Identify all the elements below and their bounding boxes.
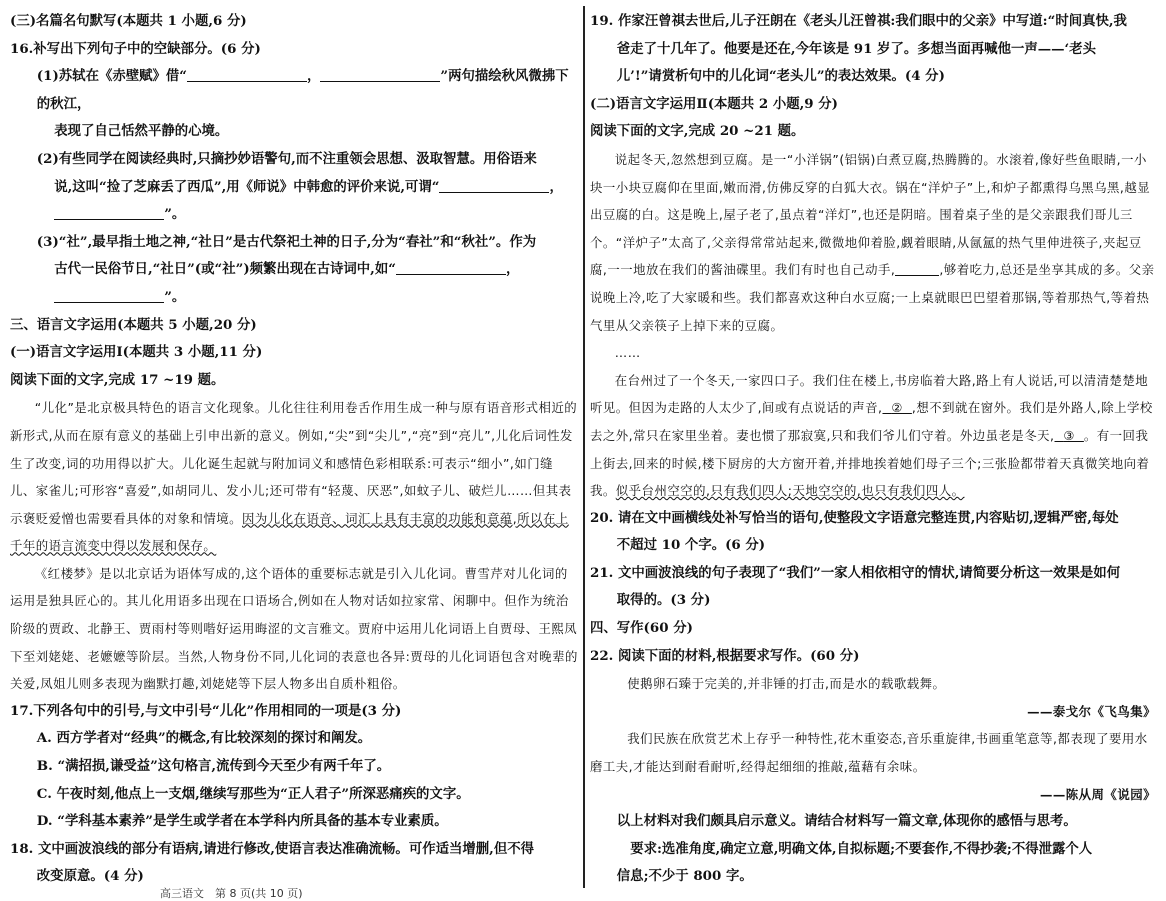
question-19: 19. 作家汪曾祺去世后,儿子汪朗在《老头儿汪曾祺:我们眼中的父亲》中写道:“时间真快,我 [590, 13, 1127, 29]
material-1-source: ——泰戈尔《飞鸟集》 [1027, 703, 1156, 719]
ellipsis: …… [614, 345, 641, 361]
passage-paragraph: 在台州过了一个冬天,一家四口子。我们住在楼上,书房临着大路,路上有人说话,可以清清楚楚地听见。但因为走路的人太少了,间或有点说话的声音, ② ,想不到就在窗外。我们是外路人,除上学校去之外,常只在家里坐着。妻也惯了那寂寞,只和我们爷儿们守着。外边虽老是冬天, ③ 。有一回我上街去,回来的时候,楼下厨房的大方窗开着,并排地挨着她们母子三个;三张脸都带着天真微笑地向着我。似乎台州空空的,只有我们四人;天地空空的,也只有我们四人。 [590, 372, 1153, 499]
material-2-source: ——陈从周《说园》 [1039, 786, 1156, 802]
right-column [590, 8, 1156, 891]
answer-blank[interactable] [54, 206, 164, 220]
question-21: 21. 文中画波浪线的句子表现了“我们”一家人相依相守的情状,请简要分析这一效果是如何 [590, 564, 1121, 581]
question-22: 22. 阅读下面的材料,根据要求写作。(60 分) [590, 647, 860, 664]
material-1: 使鹅卵石臻于完美的,并非锤的打击,而是水的载歌载舞。 [627, 676, 946, 692]
question-16: 16.补写出下列句子中的空缺部分。(6 分) [10, 40, 261, 57]
answer-blank[interactable] [396, 261, 506, 275]
answer-blank[interactable] [439, 178, 549, 192]
option-c[interactable]: C. 午夜时刻,他点上一支烟,继续写那些为“正人君子”所深恶痛疾的文字。 [36, 785, 470, 802]
question-20-cont: 不超过 10 个字。(6 分) [616, 537, 766, 554]
question-17: 17.下列各句中的引号,与文中引号“儿化”作用相同的一项是(3 分) [10, 702, 402, 719]
writing-requirements-cont: 信息;不少于 800 字。 [616, 868, 753, 885]
q16-item-3-cont: 古代一民俗节日,“社日”(或“社”)频繁出现在古诗词中,如“ ， [54, 261, 520, 278]
answer-blank[interactable] [320, 68, 440, 82]
column-divider [583, 6, 585, 888]
option-d[interactable]: D. “学科基本素养”是学生或学者在本学科内所具备的基本专业素质。 [36, 813, 448, 830]
page-footer: 高三语文 第 8 页(共 10 页) [160, 887, 303, 900]
question-18: 18. 文中画波浪线的部分有语病,请进行修改,使语言表达准确流畅。可作适当增删,但不得 [10, 840, 535, 857]
q16-item-1: (1)苏轼在《赤壁赋》借“ ， ”两句描绘秋风微拂下的秋江， [36, 68, 569, 112]
writing-requirements: 要求:选准角度,确定立意,明确文体,自拟标题;不要套作,不得抄袭;不得泄露个人 [630, 840, 1093, 857]
reading-instruction: 阅读下面的文字,完成 20 ~21 题。 [590, 123, 805, 140]
writing-prompt: 以上材料对我们颇具启示意义。请结合材料写一篇文章,体现你的感悟与思考。 [616, 813, 1077, 830]
question-18-cont: 改变原意。(4 分) [36, 868, 144, 885]
reading-instruction: 阅读下面的文字,完成 17 ~19 题。 [10, 371, 225, 388]
option-b[interactable]: B. “满招损,谦受益”这句格言,流传到今天至少有两千年了。 [36, 758, 391, 775]
question-21-cont: 取得的。(3 分) [616, 592, 711, 609]
passage-paragraph: 《红楼梦》是以北京话为语体写成的,这个语体的重要标志就是引入儿化词。曹雪芹对儿化词的运用是独具匠心的。其儿化用语多出现在口语场合,例如在人物对话如拉家常、闲聊中。但作为统治阶级的贾政、北静王、贾雨村等则喈好运用晦涩的文言雅文。贾府中运用儿化词语上自贾母、王熙凤下至刘姥姥、老嬷嬷等阶层。当然,人物身份不同,儿化词的表意也各异:贾母的儿化词语包含对晚辈的关爱,凤姐儿则多表现为幽默打趣,刘姥姥等下层人物多出自质朴粗俗。 [10, 565, 578, 692]
q16-item-2: (2)有些同学在阅读经典时,只摘抄妙语警句,而不注重领会思想、汲取智慧。用俗语来 [36, 150, 537, 167]
q16-item-2-cont2: ”。 [10, 201, 578, 229]
subsection-title: (二)语言文字运用Ⅱ(本题共 2 小题,9 分) [590, 95, 838, 112]
material-2: 我们民族在欣赏艺术上存乎一种特性,花木重姿态,音乐重旋律,书画重笔意等,都表现了要用水磨工夫,才能达到耐看耐听,经得起细细的推敲,蕴藉有余味。 [590, 731, 1148, 775]
answer-blank-1[interactable] [895, 263, 939, 276]
q16-item-3: (3)“社”,最早指土地之神,“社日”是古代祭祀土神的日子,分为“春社”和“秋社”。作为 [36, 233, 537, 250]
question-19-cont: 爸走了十几年了。他要是还在,今年该是 91 岁了。多想当面再喊他一声——‘老头 [616, 40, 1096, 57]
left-column [10, 8, 578, 891]
answer-blank[interactable] [54, 289, 164, 303]
question-20: 20. 请在文中画横线处补写恰当的语句,使整段文字语意完整连贯,内容贴切,逻辑严密,每处 [590, 509, 1119, 526]
q16-item-2-cont: 说,这叫“捡了芝麻丢了西瓜”,用《师说》中韩愈的评价来说,可谓“ ， [54, 178, 563, 195]
section-title: 四、写作(60 分) [590, 620, 693, 637]
section-title: 三、语言文字运用(本题共 5 小题,20 分) [10, 316, 257, 333]
passage-paragraph: 说起冬天,忽然想到豆腐。是一“小洋锅”(铝锅)白煮豆腐,热腾腾的。水滚着,像好些鱼眼睛,一小块一小块豆腐仰在里面,嫩而滑,仿佛反穿的白狐大衣。锅在“洋炉子”上,和炉子都熏得乌黑乌黑,越显出豆腐的白。这是晚上,屋子老了,虽点着“洋灯”,也还是阴暗。围着桌子坐的是父亲跟我们哥儿三个。“洋炉子”太高了,父亲得常常站起来,微微地仰着脸,觑着眼睛,从氤氲的热气里伸进筷子,夹起豆腐,一一地放在我们的酱油碟里。我们有时也自己动手, ,够着吃力,总还是坐享其成的多。父亲说晚上冷,吃了大家暖和些。我们都喜欢这种白水豆腐;一上桌就眼巴巴望着那锅,等着那热气,等着热气里从父亲筷子上掉下来的豆腐。 [590, 151, 1155, 333]
answer-blank-3[interactable]: ③ [1063, 427, 1075, 443]
wavy-underlined-text: 似乎台州空空的,只有我们四人;天地空空的,也只有我们四人。 [615, 483, 965, 499]
answer-blank-2[interactable]: ② [891, 400, 903, 416]
subsection-title: (一)语言文字运用Ⅰ(本题共 3 小题,11 分) [10, 344, 263, 361]
q16-item-1-cont: 表现了自己恬然平静的心境。 [54, 123, 229, 140]
question-19-cont: 儿’!”请赏析句中的儿化词“老头儿”的表达效果。(4 分) [616, 68, 945, 85]
q16-item-3-cont2: ”。 [10, 284, 578, 312]
passage-paragraph: “儿化”是北京极具特色的语言文化现象。儿化往往利用卷舌作用生成一种与原有语音形式相近的新形式,从而在原有意义的基础上引申出新的意义。例如,“尖”到“尖儿”,“亮”到“亮儿”,儿化后词性发生了改变,词的功用得以扩大。儿化诞生起就与附加词义和感情色彩相联系:可表示“细小”,如门缝儿、家雀儿;可形容“喜爱”,如胡同儿、发小儿;还可带有“轻蔑、厌恶”,如蚊子儿、破烂儿……但其表示褒贬爱憎也需要看具体的对象和情境。因为儿化在语音、词汇上具有丰富的功能和意蕴,所以在上千年的语言流变中得以发展和保存。 [10, 400, 578, 554]
wavy-underlined-text: 因为儿化在语音、词汇上具有丰富的功能和意蕴,所以在上千年的语言流变中得以发展和保存。 [10, 510, 569, 554]
section-title: (三)名篇名句默写(本题共 1 小题,6 分) [10, 13, 247, 29]
answer-blank[interactable] [187, 68, 307, 82]
option-a[interactable]: A. 西方学者对“经典”的概念,有比较深刻的探讨和阐发。 [36, 730, 372, 747]
